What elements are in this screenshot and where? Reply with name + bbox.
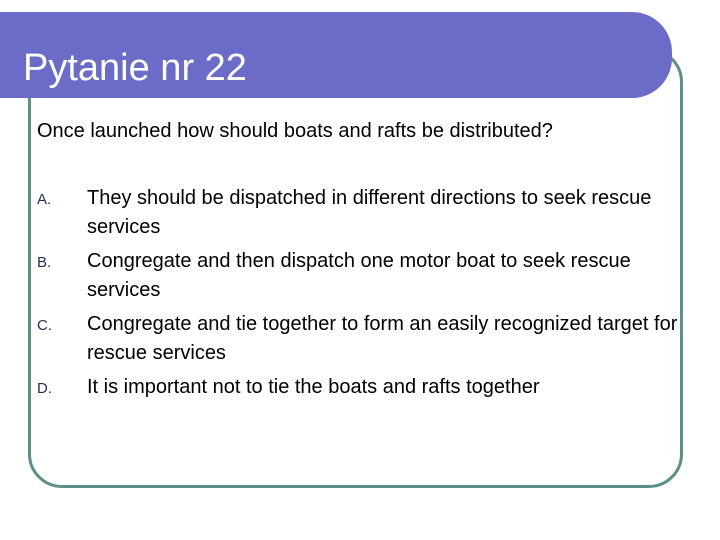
page-title: Pytanie nr 22 — [23, 47, 247, 89]
answer-option-a[interactable] — [37, 184, 697, 242]
title-underline — [0, 94, 636, 98]
answer-option-c[interactable] — [37, 310, 697, 368]
answer-letter: C. — [37, 317, 52, 334]
answer-option-d[interactable] — [37, 373, 697, 402]
answer-list — [37, 184, 697, 407]
answer-option-b[interactable] — [37, 247, 697, 305]
answer-text: They should be dispatched in different directions to seek rescue services — [87, 187, 652, 238]
answer-letter: B. — [37, 254, 52, 271]
answer-text: It is important not to tie the boats and rafts together — [87, 376, 540, 398]
answer-letter: A. — [37, 191, 52, 208]
title-bar — [0, 12, 672, 98]
answer-text: Congregate and tie together to form an easily recognized target for rescue services — [87, 313, 678, 364]
question-text: Once launched how should boats and rafts be distributed? — [37, 120, 553, 142]
answer-letter: D. — [37, 380, 52, 397]
answer-text: Congregate and then dispatch one motor boat to seek rescue services — [87, 250, 631, 301]
